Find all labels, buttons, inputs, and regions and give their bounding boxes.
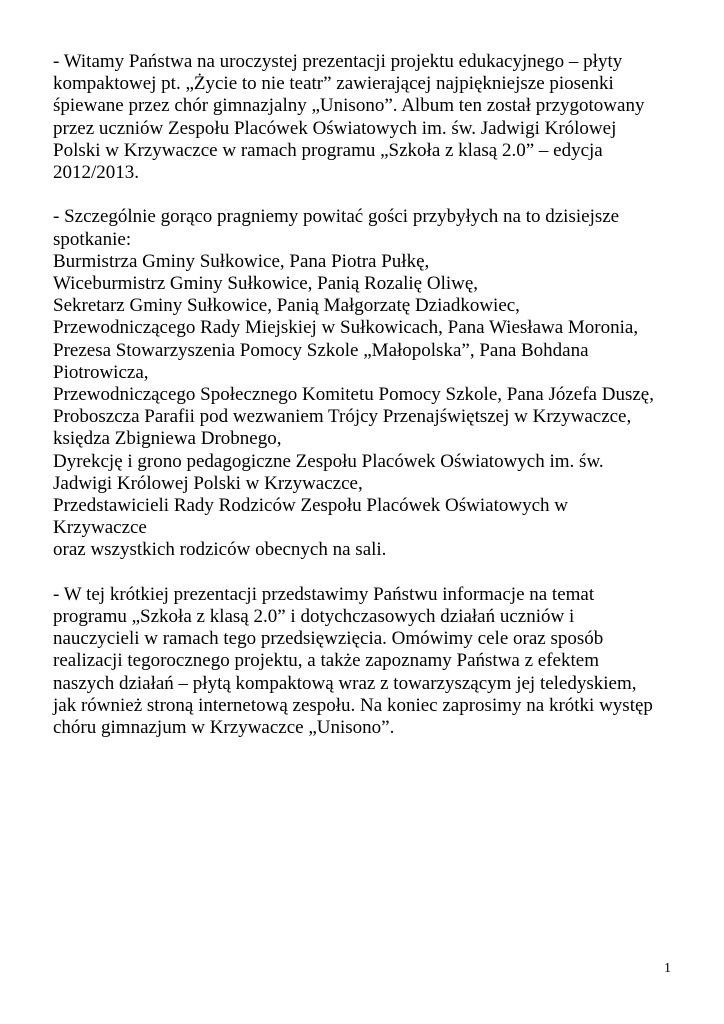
- text-line: - Szczególnie gorąco pragniemy powitać gości przybyłych na to dzisiejsze: [53, 206, 620, 228]
- guest-line: Dyrekcję i grono pedagogiczne Zespołu Placówek Oświatowych im. św.: [53, 450, 604, 472]
- text-line: 2012/2013.: [53, 162, 140, 184]
- page-number: 1: [664, 961, 671, 976]
- guest-line: oraz wszystkich rodziców obecnych na sali.: [53, 539, 387, 561]
- guest-line: Proboszcza Parafii pod wezwaniem Trójcy Przenajświętszej w Krzywaczce,: [53, 406, 632, 428]
- text-line: nauczycieli w ramach tego przedsięwzięcia. Omówimy cele oraz sposób: [53, 628, 604, 650]
- guest-line: Przedstawicieli Rady Rodziców Zespołu Placówek Oświatowych w: [53, 495, 568, 517]
- text-line: spotkanie:: [53, 228, 132, 250]
- guest-line: Przewodniczącego Rady Miejskiej w Sułkowicach, Pana Wiesława Moronia,: [53, 317, 639, 339]
- guest-line: Wiceburmistrz Gminy Sułkowice, Panią Rozalię Oliwę,: [53, 273, 479, 295]
- text-line: programu „Szkoła z klasą 2.0” i dotychczasowych działań uczniów i: [53, 606, 575, 628]
- text-line: - Witamy Państwa na uroczystej prezentacji projektu edukacyjnego – płyty: [53, 51, 623, 72]
- paragraph-spacer: [53, 184, 703, 206]
- text-line: jak również stroną internetową zespołu. Na koniec zaprosimy na krótki występ: [53, 694, 653, 716]
- guest-line: księdza Zbigniewa Drobnego,: [53, 428, 282, 450]
- text-line: śpiewane przez chór gimnazjalny „Unisono”. Album ten został przygotowany: [53, 95, 645, 117]
- text-line: kompaktowej pt. „Życie to nie teatr” zawierającej najpiękniejsze piosenki: [53, 73, 614, 95]
- text-line: Polski w Krzywaczce w ramach programu „Szkoła z klasą 2.0” – edycja: [53, 139, 603, 161]
- guest-line: Burmistrza Gminy Sułkowice, Pana Piotra Pułkę,: [53, 250, 430, 272]
- guest-line: Prezesa Stowarzyszenia Pomocy Szkole „Małopolska”, Pana Bohdana: [53, 339, 589, 361]
- paragraph-welcome: [53, 51, 703, 184]
- guest-line: Przewodniczącego Społecznego Komitetu Pomocy Szkole, Pana Józefa Duszę,: [53, 384, 654, 406]
- paragraph-guests: [53, 206, 703, 561]
- guest-line: Jadwigi Królowej Polski w Krzywaczce,: [53, 472, 363, 494]
- paragraph-spacer: [53, 562, 703, 584]
- guest-line: Piotrowicza,: [53, 361, 149, 383]
- text-line: chóru gimnazjum w Krzywaczce „Unisono”.: [53, 717, 395, 739]
- paragraph-presentation: [53, 584, 703, 739]
- text-line: realizacji tegorocznego projektu, a także zapoznamy Państwa z efektem: [53, 650, 599, 672]
- guest-line: Sekretarz Gminy Sułkowice, Panią Małgorzatę Dziadkowiec,: [53, 295, 520, 317]
- document-body: [53, 51, 703, 739]
- text-line: naszych działań – płytą kompaktową wraz z towarzyszącym jej teledyskiem,: [53, 672, 637, 694]
- text-line: przez uczniów Zespołu Placówek Oświatowych im. św. Jadwigi Królowej: [53, 117, 617, 139]
- text-line: - W tej krótkiej prezentacji przedstawimy Państwu informacje na temat: [53, 583, 595, 605]
- guest-line: Krzywaczce: [53, 517, 147, 539]
